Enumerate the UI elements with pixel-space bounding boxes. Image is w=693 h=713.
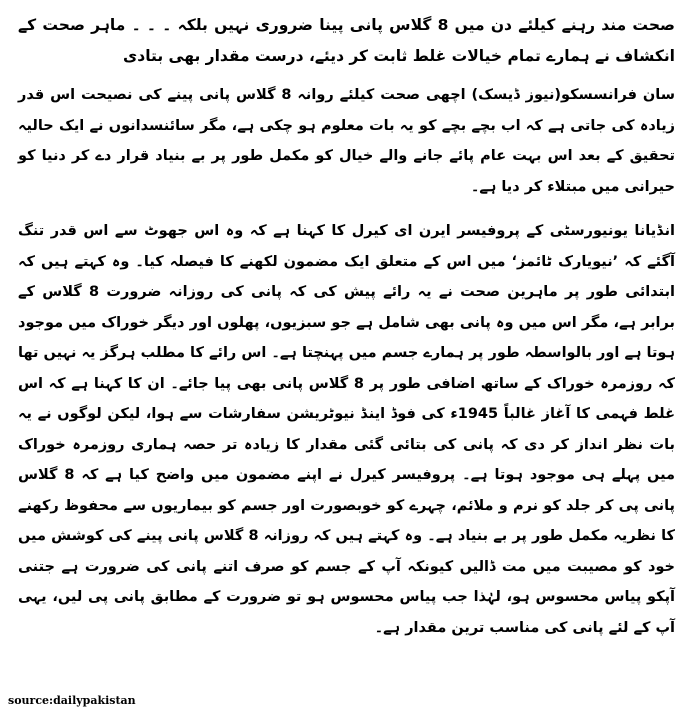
source-credit: source:dailypakistan — [8, 694, 136, 707]
article-paragraph-intro: سان فرانسسکو(نیوز ڈیسک) اچھی صحت کیلئے روانہ 8 گلاس پانی پینے کی نصیحت اس قدر زیادہ کی جاتی ہے کہ اب بچے بچے کو یہ بات معلوم ہو چکی ہے، مگر سائنسدانوں نے ایک حالیہ تحقیق کے بعد اس بہت عام پائے جانے والے خیال کو مکمل طور پر بے بنیاد قرار دے کر دنیا کو حیرانی میں مبتلاء کر دیا ہے۔ — [18, 87, 675, 195]
article-paragraph-body: انڈیانا یونیورسٹی کے پروفیسر ایرن ای کیرل کا کہنا ہے کہ وہ اس جھوٹ سے اس قدر تنگ آگئے کہ ’نیویارک ٹائمز‘ میں اس کے متعلق ایک مضمون لکھنے کا فیصلہ کیا۔ وہ کہتے ہیں کہ ابتدائی طور پر ماہرین صحت نے یہ رائے پیش کی کہ پانی کی روزانہ ضرورت 8 گلاس کے برابر ہے، مگر اس میں وہ پانی بھی شامل ہے جو سبزیوں، پھلوں اور دیگر خوراک میں موجود ہوتا ہے اور بالواسطہ طور پر ہمارے جسم میں پہنچتا ہے۔ اس رائے کا مطلب ہرگز یہ نہیں تھا کہ روزمرہ خوراک کے ساتھ اضافی طور پر 8 گلاس پانی بھی پیا جائے۔ ان کا کہنا ہے کہ اس غلط فہمی کا آغاز غالباً 1945ء کی فوڈ اینڈ نیوٹریشن سفارشات سے ہوا، لیکن لوگوں نے یہ بات نظر انداز کر دی کہ پانی کی بتائی گئی مقدار کا زیادہ تر حصہ ہماری روزمرہ خوراک میں پہلے ہی موجود ہوتا ہے۔ پروفیسر کیرل نے اپنے مضمون میں واضح کیا ہے کہ 8 گلاس پانی پی کر جلد کو نرم و ملائم، چہرے کو خوبصورت اور جسم کو بیماریوں سے محفوظ رکھنے کا نظریہ مکمل طور پر بے بنیاد ہے۔ وہ کہتے ہیں کہ روزانہ 8 گلاس پانی پینے کی کوشش میں خود کو مصیبت میں مت ڈالیں کیونکہ آپ کے جسم کو صرف اتنے پانی کی ضرورت ہے جتنی آپکو پیاس محسوس ہو، لہٰذا جب پیاس محسوس ہو تو ضرورت کے مطابق پانی پی لیں، یہی آپ کے لئے پانی کی مناسب ترین مقدار ہے۔ — [18, 223, 676, 636]
article-headline: صحت مند رہنے کیلئے دن میں 8 گلاس پانی پینا ضروری نہیں بلکہ ۔ ۔ ۔ ماہر صحت کے انکشاف نے ہمارے تمام خیالات غلط ثابت کر دیئے، درست مقدار بھی بتادی — [18, 16, 675, 65]
article — [18, 10, 675, 705]
